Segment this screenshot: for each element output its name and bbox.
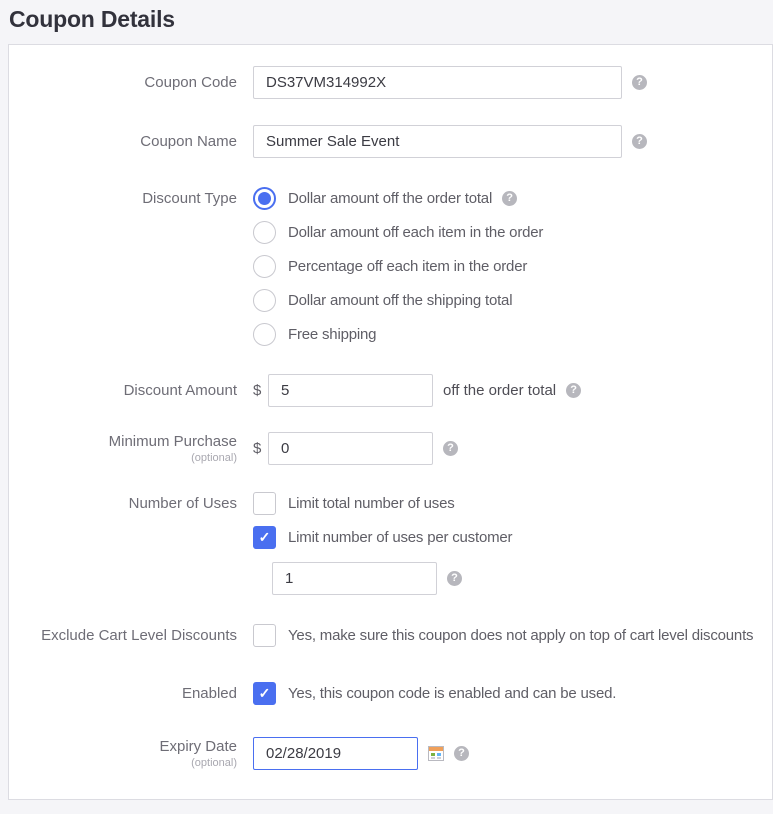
coupon-code-input[interactable] [253,66,622,99]
coupon-code-label: Coupon Code [144,74,237,91]
expiry-date-row [9,737,772,770]
help-icon[interactable]: ? [454,746,469,761]
help-icon[interactable]: ? [443,441,458,456]
checkbox[interactable] [253,624,276,647]
minimum-purchase-input[interactable] [268,432,433,465]
help-icon[interactable]: ? [502,191,517,206]
coupon-name-input[interactable] [253,125,622,158]
radio-label: Dollar amount off each item in the order [288,224,544,241]
checkbox-label: Limit total number of uses [288,495,455,512]
dollar-sign: $ [253,382,262,399]
checkbox[interactable]: ✓ [253,682,276,705]
checkbox[interactable]: ✓ [253,526,276,549]
number-of-uses-options [253,492,512,595]
number-of-uses-row [9,492,772,595]
radio-label: Dollar amount off the shipping total [288,292,513,309]
coupon-name-row [9,125,772,158]
coupon-name-label: Coupon Name [140,133,237,150]
radio-button[interactable] [253,289,276,312]
radio-option-each-item-percent [253,255,543,278]
checkbox-label: Yes, make sure this coupon does not apply on top of cart level discounts [288,627,754,644]
radio-option-shipping-total [253,289,543,312]
help-icon[interactable]: ? [447,571,462,586]
number-of-uses-label: Number of Uses [128,495,237,512]
help-icon[interactable]: ? [632,134,647,149]
discount-amount-input[interactable] [268,374,433,407]
radio-option-free-shipping [253,323,543,346]
page-title: Coupon Details [9,6,175,32]
expiry-date-label: Expiry Date [159,738,237,755]
discount-type-row [9,187,772,346]
optional-hint: (optional) [191,452,237,464]
coupon-details-panel [8,44,773,800]
exclude-cart-discounts-label: Exclude Cart Level Discounts [41,627,237,644]
discount-amount-row [9,374,772,407]
radio-button[interactable] [253,187,276,210]
discount-type-label: Discount Type [142,190,237,207]
radio-button[interactable] [253,255,276,278]
enabled-label: Enabled [181,685,237,702]
optional-hint: (optional) [191,757,237,769]
checkbox-label: Yes, this coupon code is enabled and can be used. [288,685,617,702]
radio-label: Percentage off each item in the order [288,258,528,275]
radio-option-order-total [253,187,543,210]
radio-option-each-item-dollar [253,221,543,244]
per-customer-limit-input[interactable] [272,562,437,595]
coupon-code-row [9,66,772,99]
help-icon[interactable]: ? [566,383,581,398]
minimum-purchase-label: Minimum Purchase [108,433,237,450]
checkbox[interactable] [253,492,276,515]
radio-button[interactable] [253,323,276,346]
exclude-cart-discounts-row [9,624,772,647]
radio-label: Dollar amount off the order total [288,190,493,207]
help-icon[interactable]: ? [632,75,647,90]
discount-type-options [253,187,543,346]
checkbox-label: Limit number of uses per customer [288,529,513,546]
calendar-icon[interactable] [428,746,444,761]
limit-total-uses-option [253,492,512,515]
discount-amount-suffix: off the order total [443,382,557,399]
enabled-row [9,682,772,705]
minimum-purchase-row [9,432,772,465]
radio-label: Free shipping [288,326,377,343]
expiry-date-input[interactable] [253,737,418,770]
per-customer-limit-row [253,562,512,595]
discount-amount-label: Discount Amount [123,382,237,399]
limit-per-customer-option [253,526,512,549]
dollar-sign: $ [253,440,262,457]
radio-button[interactable] [253,221,276,244]
